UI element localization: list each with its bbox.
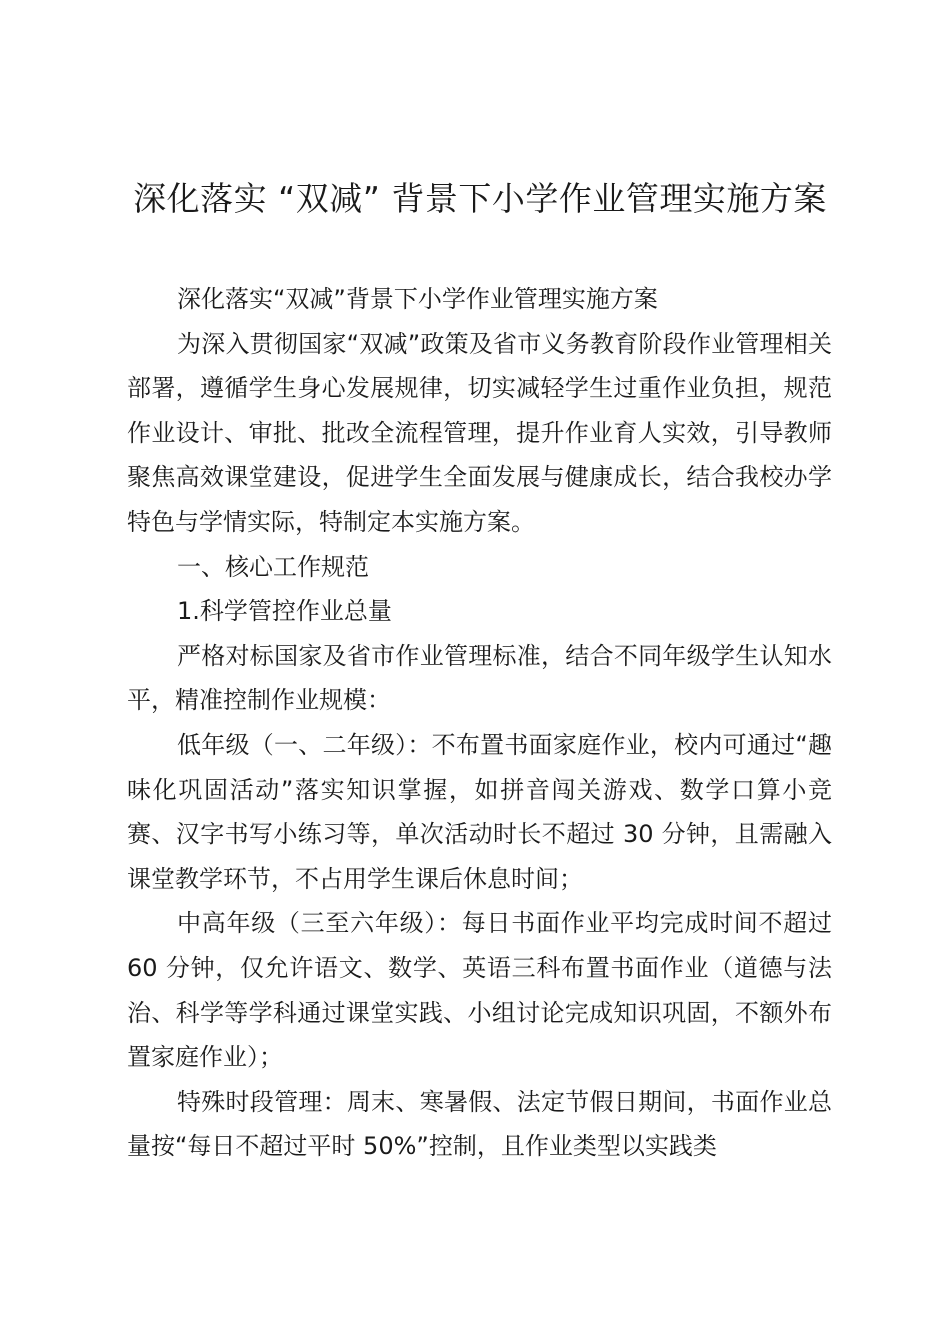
lower-grade-paragraph: 低年级（一、二年级）：不布置书面家庭作业，校内可通过“趣味化巩固活动”落实知识掌握，如拼音闯关游戏、数学口算小竞赛、汉字书写小练习等，单次活动时长不超过 30 分钟，且需融入课堂教学环节，不占用学生课后休息时间；	[127, 730, 832, 893]
upper-grade-paragraph: 中高年级（三至六年级）：每日书面作业平均完成时间不超过 60 分钟，仅允许语文、数学、英语三科布置书面作业（道德与法治、科学等学科通过课堂实践、小组讨论完成知识巩固，不额外布置家庭作业）；	[127, 909, 832, 1072]
document-body	[127, 277, 832, 1169]
document-title: 深化落实 “双减” 背景下小学作业管理实施方案	[133, 179, 827, 218]
subsection-heading: 1.科学管控作业总量	[177, 597, 392, 626]
special-period-paragraph: 特殊时段管理：周末、寒暑假、法定节假日期间，书面作业总量按“每日不超过平时 50%”控制，且作业类型以实践类	[127, 1087, 832, 1161]
standards-paragraph: 严格对标国家及省市作业管理标准，结合不同年级学生认知水平，精准控制作业规模：	[127, 641, 832, 715]
intro-paragraph: 为深入贯彻国家“双减”政策及省市义务教育阶段作业管理相关部署，遵循学生身心发展规律，切实减轻学生过重作业负担，规范作业设计、审批、批改全流程管理，提升作业育人实效，引导教师聚焦高效课堂建设，促进学生全面发展与健康成长，结合我校办学特色与学情实际，特制定本实施方案。	[127, 329, 832, 536]
section-heading: 一、核心工作规范	[177, 552, 369, 581]
body-subtitle-paragraph: 深化落实“双减”背景下小学作业管理实施方案	[177, 285, 658, 313]
